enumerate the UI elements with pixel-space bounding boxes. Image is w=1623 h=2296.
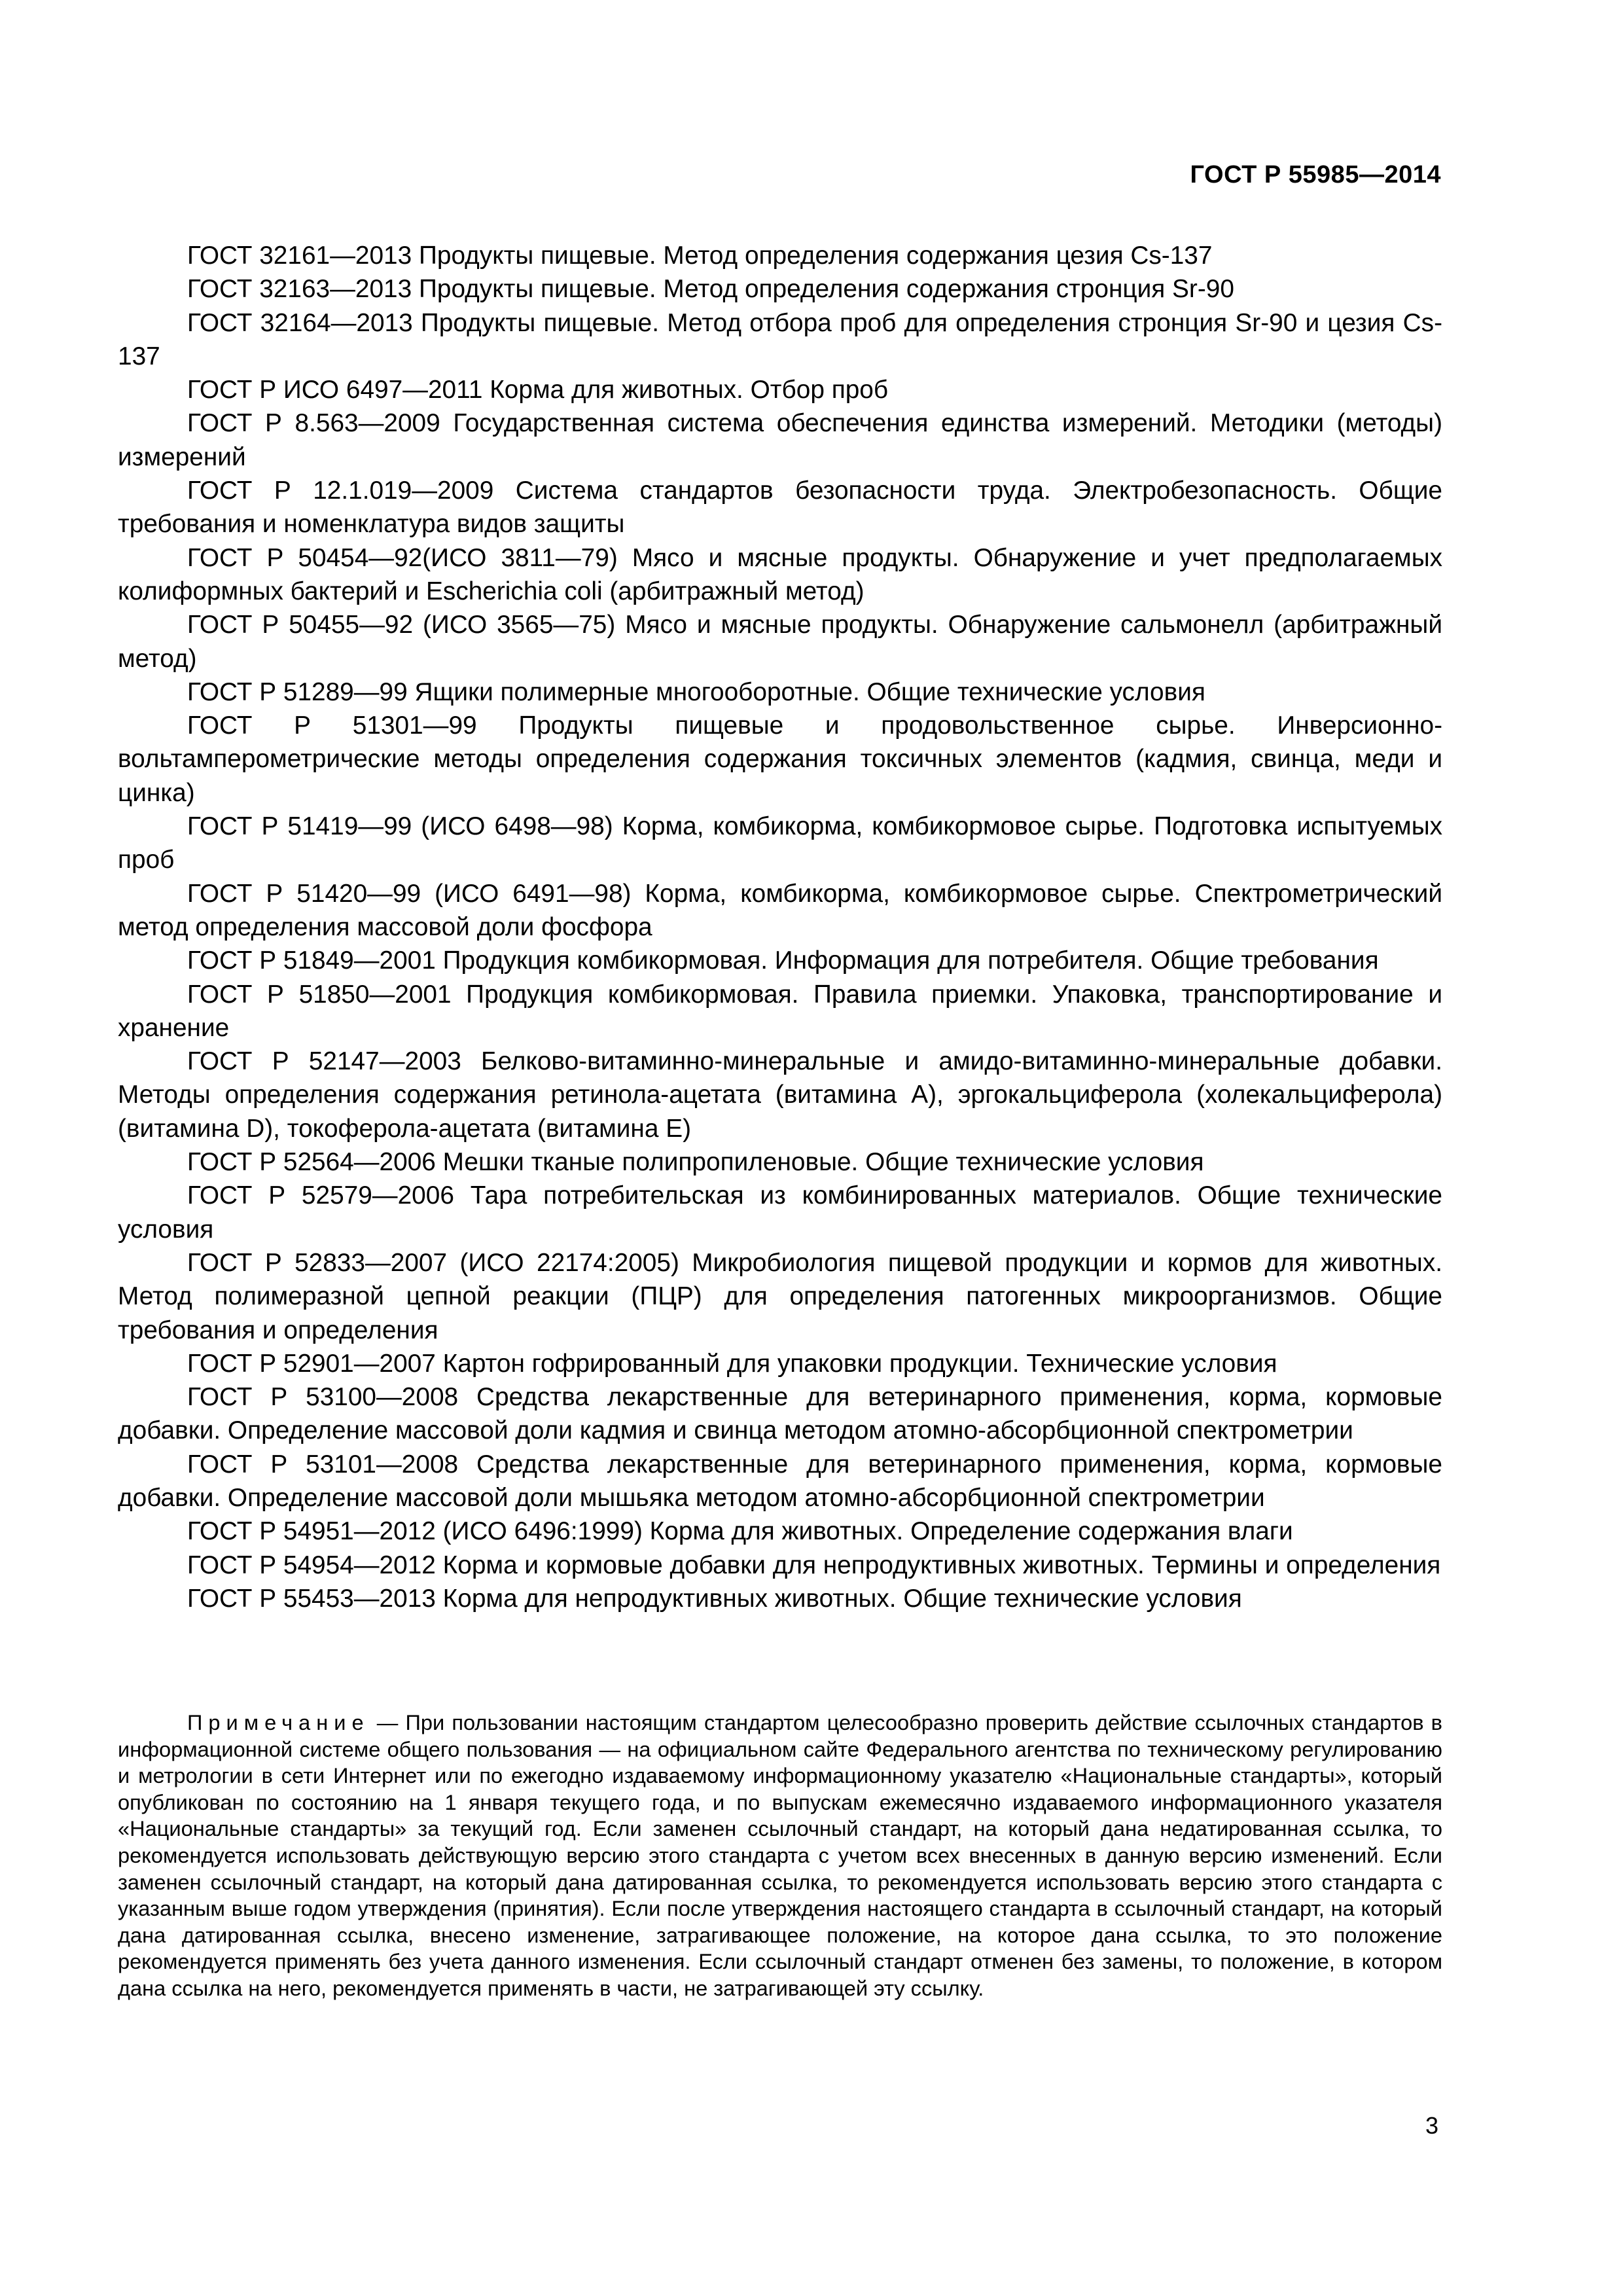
reference-item: ГОСТ Р 55453—2013 Корма для непродуктивных животных. Общие технические условия [187,1584,1242,1613]
reference-item: ГОСТ Р 51289—99 Ящики полимерные многооборотные. Общие технические условия [187,677,1205,706]
reference-item: ГОСТ Р 50454—92(ИСО 3811—79) Мясо и мясные продукты. Обнаружение и учет предполагаемых колиформных бактерий и Escherichia coli (арбитражный метод) [118,543,1442,605]
note-text: — При пользовании настоящим стандартом целесообразно проверить действие ссылочных стандартов в информационной системе общего пользования — на официальном сайте Федерального агентства по техническому регулированию и метрологии в сети Интернет или по ежегодно издаваемому информационному указателю «Национальные стандарты», который опубликован по состоянию на 1 января текущего года, и по выпускам ежемесячно издаваемого информационного указателя «Национальные стандарты» за текущий год. Если заменен ссылочный стандарт, на который дана недатированная ссылка, то рекомендуется использовать действующую версию этого стандарта с учетом всех внесенных в данную версию изменений. Если заменен ссылочный стандарт, на который дана датированная ссылка, то рекомендуется использовать версию этого стандарта с указанным выше годом утверждения (принятия). Если после утверждения настоящего стандарта в ссылочный стандарт, на который дана датированная ссылка, внесено изменение, затрагивающее положение, на которое дана ссылка, то это положение рекомендуется применять без учета данного изменения. Если ссылочный стандарт отменен без замены, то положение, в котором дана ссылка на него, рекомендуется применять в части, не затрагивающей эту ссылку. [118,1710,1442,2000]
reference-item: ГОСТ Р 8.563—2009 Государственная система обеспечения единства измерений. Методики (методы) измерений [118,409,1442,471]
reference-item: ГОСТ Р 52833—2007 (ИСО 22174:2005) Микробиология пищевой продукции и кормов для животных. Метод полимеразной цепной реакции (ПЦР) для определения патогенных микроорганизмов. Общие требования и определения [118,1248,1442,1344]
document-code-header: ГОСТ Р 55985—2014 [1190,161,1441,188]
reference-item: ГОСТ Р 52901—2007 Картон гофрированный для упаковки продукции. Технические условия [187,1349,1277,1378]
reference-item: ГОСТ Р 53100—2008 Средства лекарственные для ветеринарного применения, корма, кормовые добавки. Определение массовой доли кадмия и свинца методом атомно-абсорбционной спектрометрии [118,1383,1442,1445]
reference-item: ГОСТ Р 51420—99 (ИСО 6491—98) Корма, комбикорма, комбикормовое сырье. Спектрометрический метод определения массовой доли фосфора [118,879,1442,941]
reference-item: ГОСТ 32161—2013 Продукты пищевые. Метод определения содержания цезия Cs-137 [187,242,1213,270]
normative-references-list [118,239,1442,1615]
note-paragraph [118,1710,1442,2002]
note-block [118,1710,1442,2002]
reference-item: ГОСТ Р 52147—2003 Белково-витаминно-минеральные и амидо-витаминно-минеральные добавки. Методы определения содержания ретинола-ацетата (витамина А), эргокальциферола (холекальциферола) (витамина D), токоферола-ацетата (витамина Е) [118,1047,1442,1143]
reference-item: ГОСТ Р 51301—99 Продукты пищевые и продовольственное сырье. Инверсионно-вольтамперометрические методы определения содержания токсичных элементов (кадмия, свинца, меди и цинка) [118,711,1442,807]
reference-item: ГОСТ Р ИСО 6497—2011 Корма для животных. Отбор проб [187,376,889,404]
note-label: Примечание [187,1710,370,1734]
reference-item: ГОСТ Р 53101—2008 Средства лекарственные для ветеринарного применения, корма, кормовые добавки. Определение массовой доли мышьяка методом атомно-абсорбционной спектрометрии [118,1450,1442,1512]
reference-item: ГОСТ Р 12.1.019—2009 Система стандартов безопасности труда. Электробезопасность. Общие требования и номенклатура видов защиты [118,476,1442,539]
reference-item: ГОСТ 32164—2013 Продукты пищевые. Метод отбора проб для определения стронция Sr-90 и цезия Cs-137 [118,308,1442,370]
reference-item: ГОСТ Р 54954—2012 Корма и кормовые добавки для непродуктивных животных. Термины и определения [187,1551,1441,1579]
reference-item: ГОСТ Р 54951—2012 (ИСО 6496:1999) Корма для животных. Определение содержания влаги [187,1517,1293,1546]
reference-item: ГОСТ 32163—2013 Продукты пищевые. Метод определения содержания стронция Sr-90 [187,275,1234,304]
page-number: 3 [1425,2112,1438,2139]
reference-item: ГОСТ Р 51849—2001 Продукция комбикормовая. Информация для потребителя. Общие требования [187,946,1379,975]
reference-item: ГОСТ Р 50455—92 (ИСО 3565—75) Мясо и мясные продукты. Обнаружение сальмонелл (арбитражный метод) [118,611,1442,673]
reference-item: ГОСТ Р 52579—2006 Тара потребительская из комбинированных материалов. Общие технические условия [118,1181,1442,1244]
reference-item: ГОСТ Р 51850—2001 Продукция комбикормовая. Правила приемки. Упаковка, транспортирование и хранение [118,980,1442,1042]
reference-item: ГОСТ Р 51419—99 (ИСО 6498—98) Корма, комбикорма, комбикормовое сырье. Подготовка испытуемых проб [118,812,1442,874]
reference-item: ГОСТ Р 52564—2006 Мешки тканые полипропиленовые. Общие технические условия [187,1148,1204,1177]
